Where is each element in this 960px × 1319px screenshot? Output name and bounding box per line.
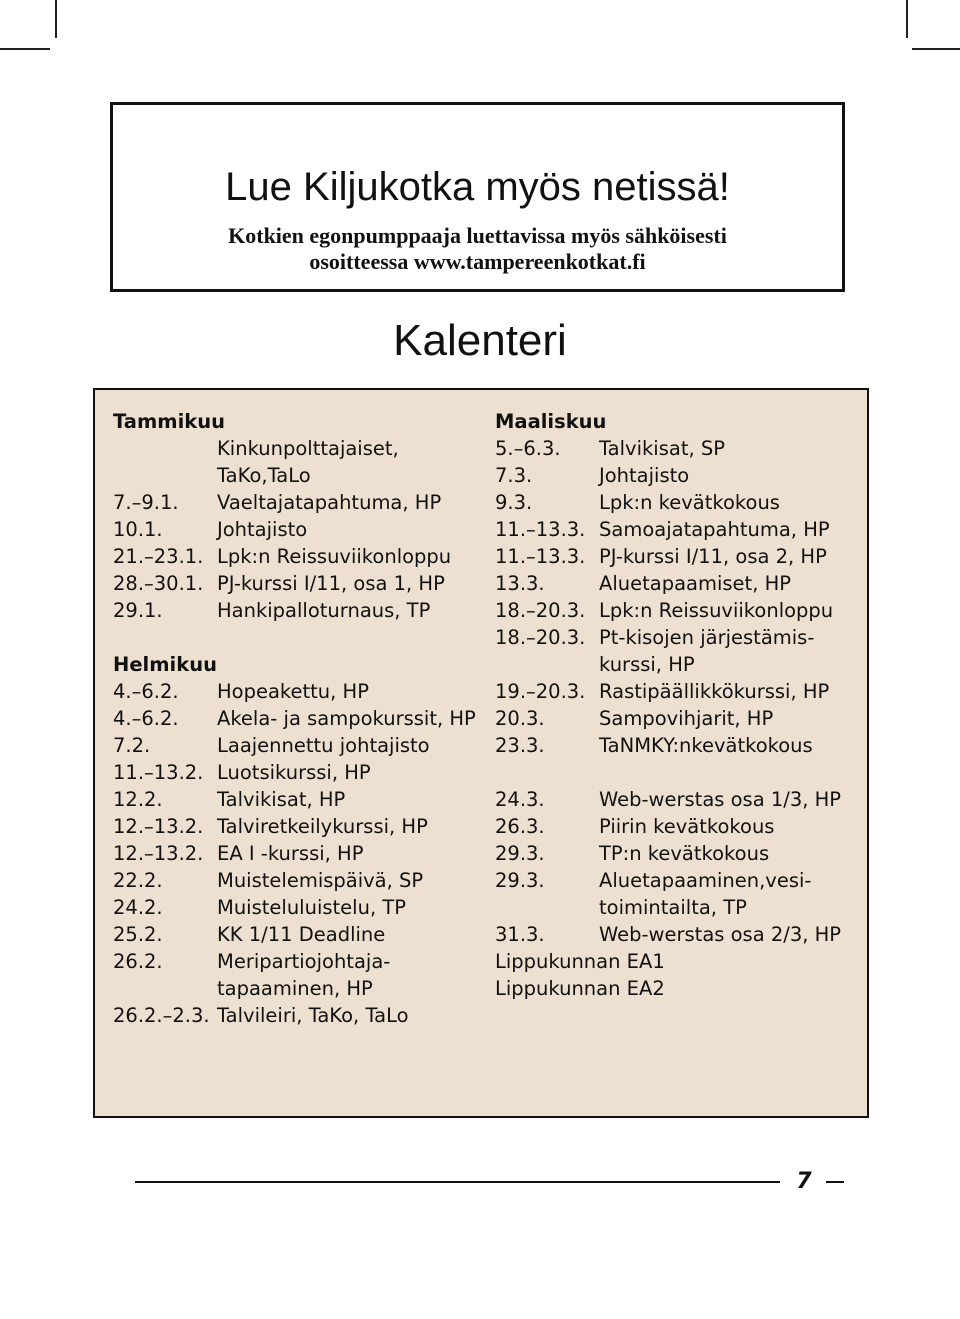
- event-description: Luotsikurssi, HP: [217, 761, 371, 784]
- event-row: [113, 570, 483, 597]
- event-description: TaNMKY:nkevätkokous: [599, 734, 813, 757]
- month-heading-helmikuu: Helmikuu: [113, 653, 217, 676]
- event-date: 26.2.–2.3.: [113, 1004, 210, 1027]
- event-date: 22.2.: [113, 869, 163, 892]
- calendar-left-column: [113, 408, 483, 1029]
- event-date: 12.–13.2.: [113, 815, 204, 838]
- event-description: Talvikisat, HP: [217, 788, 346, 811]
- event-row: [113, 867, 483, 894]
- event-row: [113, 489, 483, 516]
- event-row: [113, 678, 483, 705]
- event-date: 23.3.: [495, 734, 545, 757]
- event-row: [495, 570, 860, 597]
- event-description: Talvikisat, SP: [599, 437, 726, 460]
- event-description: Talvileiri, TaKo, TaLo: [217, 1004, 409, 1027]
- event-date: 7.3.: [495, 464, 533, 487]
- event-description: TP:n kevätkokous: [599, 842, 770, 865]
- extra-note-1: Lippukunnan EA1: [495, 950, 665, 973]
- event-description: Lpk:n Reissuviikonloppu: [217, 545, 452, 568]
- event-description: Johtajisto: [599, 464, 690, 487]
- event-row: [113, 1002, 483, 1029]
- event-row: [495, 435, 860, 462]
- event-date: 29.1.: [113, 599, 163, 622]
- event-row: [113, 894, 483, 921]
- event-description: Muistelemispäivä, SP: [217, 869, 424, 892]
- event-date: 21.–23.1.: [113, 545, 204, 568]
- event-date: 10.1.: [113, 518, 163, 541]
- notice-line-1: Kotkien egonpumppaaja luettavissa myös sähköisesti: [228, 223, 727, 248]
- event-date: 7.–9.1.: [113, 491, 179, 514]
- event-description: PJ-kurssi I/11, osa 1, HP: [217, 572, 445, 595]
- event-description: Samoajatapahtuma, HP: [599, 518, 830, 541]
- event-description: Web-werstas osa 1/3, HP: [599, 788, 842, 811]
- event-date: 24.2.: [113, 896, 163, 919]
- event-description: Pt-kisojen järjestämis-kurssi, HP: [599, 626, 815, 676]
- event-description: Rastipäällikkökurssi, HP: [599, 680, 830, 703]
- online-notice-box: [110, 102, 845, 292]
- event-description: Piirin kevätkokous: [599, 815, 775, 838]
- event-row: [495, 732, 860, 759]
- calendar-panel: [93, 388, 869, 1118]
- crop-mark: [55, 0, 57, 38]
- calendar-right-column: [495, 408, 860, 1002]
- event-date: 25.2.: [113, 923, 163, 946]
- event-date: 18.–20.3.: [495, 626, 586, 649]
- event-description: EA I -kurssi, HP: [217, 842, 364, 865]
- calendar-title: Kalenteri: [393, 316, 567, 365]
- event-description: Hankipalloturnaus, TP: [217, 599, 431, 622]
- event-description: Aluetapaaminen,vesi-toimintailta, TP: [599, 869, 812, 919]
- event-description: KK 1/11 Deadline: [217, 923, 386, 946]
- event-date: 11.–13.3.: [495, 518, 586, 541]
- event-description: PJ-kurssi I/11, osa 2, HP: [599, 545, 827, 568]
- event-row: [495, 597, 860, 624]
- event-date: 5.–6.3.: [495, 437, 561, 460]
- event-row: [495, 705, 860, 732]
- event-date: 18.–20.3.: [495, 599, 586, 622]
- event-row: [495, 678, 860, 705]
- month-heading-maaliskuu: Maaliskuu: [495, 410, 607, 433]
- event-row: [495, 813, 860, 840]
- event-date: 20.3.: [495, 707, 545, 730]
- event-row: [495, 786, 860, 813]
- event-description: Laajennettu johtajisto: [217, 734, 430, 757]
- event-row: [495, 462, 860, 489]
- event-row: [495, 516, 860, 543]
- event-date: 9.3.: [495, 491, 533, 514]
- event-description: Lpk:n kevätkokous: [599, 491, 780, 514]
- event-date: 12.2.: [113, 788, 163, 811]
- event-date: 13.3.: [495, 572, 545, 595]
- event-description: Kinkunpolttajaiset, TaKo,TaLo: [217, 437, 399, 487]
- footer-rule: [135, 1181, 780, 1183]
- event-row: [113, 921, 483, 948]
- month-events-helmikuu: [113, 678, 483, 1029]
- event-date: 11.–13.2.: [113, 761, 204, 784]
- notice-title: Lue Kiljukotka myös netissä!: [225, 165, 730, 209]
- event-description: Talviretkeilykurssi, HP: [217, 815, 428, 838]
- event-row: [113, 543, 483, 570]
- event-description: Vaeltajatapahtuma, HP: [217, 491, 442, 514]
- event-row: [113, 705, 483, 732]
- event-row: [113, 759, 483, 786]
- extra-note-2: Lippukunnan EA2: [495, 977, 665, 1000]
- event-row: [495, 840, 860, 867]
- crop-mark: [912, 48, 960, 50]
- event-date: [113, 435, 217, 489]
- event-date: 31.3.: [495, 923, 545, 946]
- event-row: [113, 813, 483, 840]
- event-date: 26.2.: [113, 950, 163, 973]
- event-date: 28.–30.1.: [113, 572, 204, 595]
- event-date: 29.3.: [495, 869, 545, 892]
- event-description: Hopeakettu, HP: [217, 680, 369, 703]
- event-description: Lpk:n Reissuviikonloppu: [599, 599, 834, 622]
- month-events-maaliskuu: [495, 435, 860, 759]
- event-date: 11.–13.3.: [495, 545, 586, 568]
- event-row: [113, 516, 483, 543]
- event-date: 4.–6.2.: [113, 707, 179, 730]
- event-row: [113, 786, 483, 813]
- event-date: 29.3.: [495, 842, 545, 865]
- notice-line-2: osoitteessa www.tampereenkotkat.fi: [309, 249, 646, 274]
- event-row: [113, 840, 483, 867]
- event-row: [113, 597, 483, 624]
- footer-rule-end: [826, 1181, 844, 1183]
- month-heading-tammikuu: Tammikuu: [113, 410, 226, 433]
- event-row: [495, 543, 860, 570]
- event-row: [113, 948, 483, 1002]
- month-events-maaliskuu-continued: [495, 786, 860, 948]
- event-date: 19.–20.3.: [495, 680, 586, 703]
- event-description: Sampovihjarit, HP: [599, 707, 774, 730]
- event-description: Aluetapaamiset, HP: [599, 572, 792, 595]
- event-description: Johtajisto: [217, 518, 308, 541]
- event-date: 12.–13.2.: [113, 842, 204, 865]
- event-description: Web-werstas osa 2/3, HP: [599, 923, 842, 946]
- page-number: 7: [796, 1169, 812, 1194]
- event-date: 7.2.: [113, 734, 151, 757]
- event-date: 4.–6.2.: [113, 680, 179, 703]
- event-date: 26.3.: [495, 815, 545, 838]
- event-date: 24.3.: [495, 788, 545, 811]
- month-events-tammikuu: [113, 435, 483, 624]
- event-description: Muisteluluistelu, TP: [217, 896, 407, 919]
- event-row: [495, 489, 860, 516]
- event-row: [113, 732, 483, 759]
- event-description: Meripartiojohtaja-tapaaminen, HP: [217, 950, 391, 1000]
- event-row: [495, 921, 860, 948]
- event-row: [113, 435, 483, 489]
- event-description: Akela- ja sampokurssit, HP: [217, 707, 476, 730]
- event-row: [495, 624, 860, 678]
- crop-mark: [906, 0, 908, 38]
- event-row: [495, 867, 860, 921]
- crop-mark: [0, 48, 50, 50]
